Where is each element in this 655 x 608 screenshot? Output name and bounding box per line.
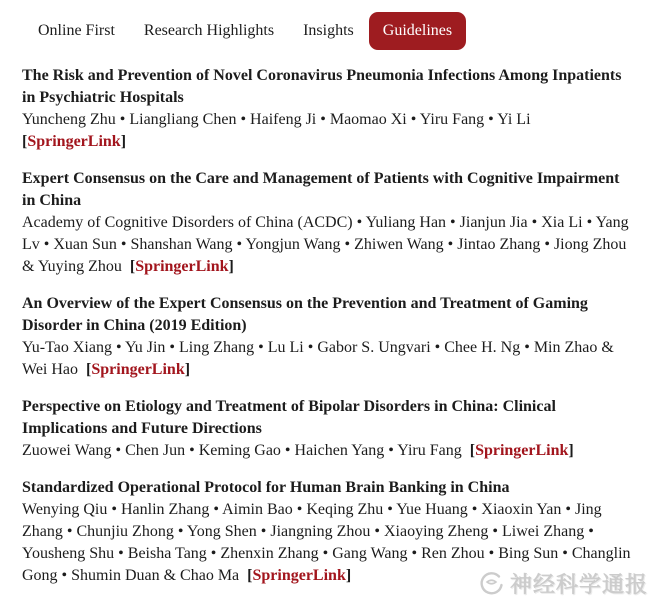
article-authors-text: Yu-Tao Xiang • Yu Jin • Ling Zhang • Lu Li • Gabor S. Ungvari • Chee H. Ng • Min Zhao & Wei Hao (22, 339, 614, 378)
article-entry (22, 293, 634, 381)
bracket-close: ] (120, 133, 127, 150)
article-authors-text: Zuowei Wang • Chen Jun • Keming Gao • Haichen Yang • Yiru Fang (22, 442, 462, 459)
nav-item-online-first[interactable]: Online First (38, 22, 115, 39)
springer-link-label[interactable]: SpringerLink (27, 133, 121, 150)
bracket-close: ] (184, 361, 191, 378)
bracket-open: [ (469, 442, 476, 459)
top-nav (38, 12, 634, 50)
nav-item-guidelines[interactable]: Guidelines (369, 12, 466, 50)
article-entry (22, 65, 634, 153)
article-list (22, 65, 634, 587)
article-authors (22, 499, 634, 587)
bracket-open: [ (247, 567, 253, 584)
springer-link[interactable] (22, 131, 634, 153)
article-authors (22, 440, 634, 462)
article-authors-text: Wenying Qiu • Hanlin Zhang • Aimin Bao • Keqing Zhu • Yue Huang • Xiaoxin Yan • Jing Zhang • Chunjiu Zhong • Yong Shen • Jiangning Zhou • Xiaoying Zheng • Liwei Zhang • Yousheng Shu • Beisha Tang • Zhenxin Zhang • Gang Wang • Ren Zhou • Bing Sun • Changlin Gong • Shumin Duan & Chao Ma (22, 501, 631, 584)
journal-watermark-text: 神经科学通报 (509, 571, 648, 597)
article-title: The Risk and Prevention of Novel Coronavirus Pneumonia Infections Among Inpatients in Psychiatric Hospitals (22, 67, 622, 106)
springer-link[interactable] (247, 567, 351, 584)
springer-link[interactable] (470, 442, 574, 459)
article-title: An Overview of the Expert Consensus on the Prevention and Treatment of Gaming Disorder in China (2019 Edition) (22, 295, 588, 334)
bracket-open: [ (22, 133, 28, 150)
springer-link-label[interactable]: SpringerLink (475, 442, 569, 459)
article-authors (22, 109, 634, 153)
article-authors-text: Yuncheng Zhu • Liangliang Chen • Haifeng Ji • Maomao Xi • Yiru Fang • Yi Li (22, 111, 531, 128)
article-authors (22, 337, 634, 381)
springer-link-label[interactable]: SpringerLink (252, 567, 346, 584)
article-authors-text: Academy of Cognitive Disorders of China (ACDC) • Yuliang Han • Jianjun Jia • Xia Li • Yang Lv • Xuan Sun • Shanshan Wang • Yongjun Wang • Zhiwen Wang • Jintao Zhang • Jiong Zhou & Yuying Zhou (22, 214, 629, 275)
article-entry (22, 168, 634, 278)
springer-link[interactable] (86, 361, 190, 378)
springer-link[interactable] (130, 258, 234, 275)
article-entry (22, 396, 634, 462)
article-entry (22, 477, 634, 587)
nav-item-research-highlights[interactable]: Research Highlights (143, 22, 275, 39)
article-title: Standardized Operational Protocol for Human Brain Banking in China (22, 479, 510, 496)
springer-link-label[interactable]: SpringerLink (91, 361, 185, 378)
bracket-open: [ (129, 258, 136, 275)
nav-item-insights[interactable]: Insights (303, 22, 354, 39)
springer-link-label[interactable]: SpringerLink (135, 258, 229, 275)
article-title: Expert Consensus on the Care and Management of Patients with Cognitive Impairment in China (22, 170, 620, 209)
article-authors (22, 212, 634, 278)
bracket-close: ] (568, 442, 574, 459)
bracket-close: ] (228, 258, 234, 275)
bracket-open: [ (86, 361, 92, 378)
article-title: Perspective on Etiology and Treatment of Bipolar Disorders in China: Clinical Implications and Future Directions (22, 398, 556, 437)
bracket-close: ] (345, 567, 352, 584)
